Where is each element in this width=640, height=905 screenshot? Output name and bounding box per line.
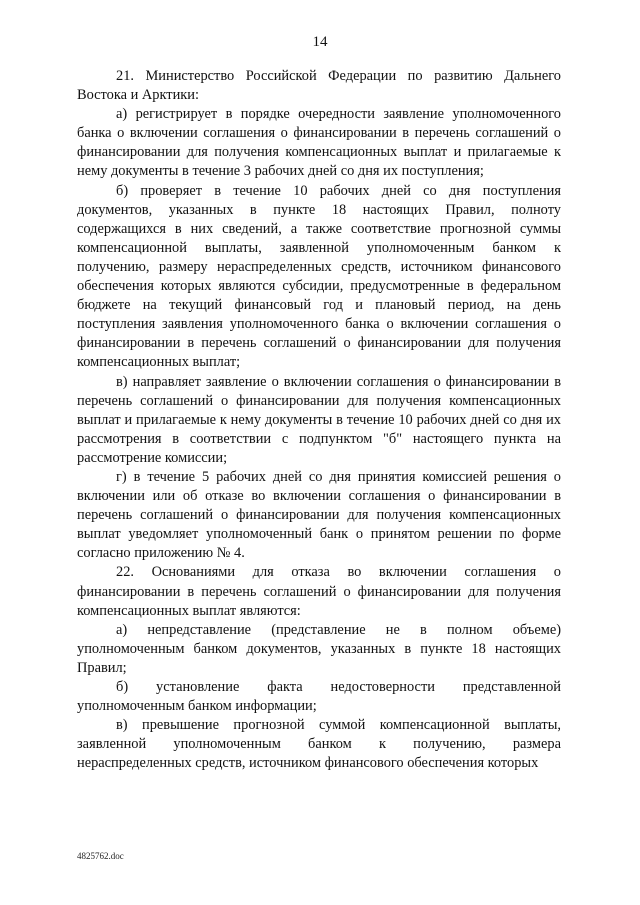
paragraph-21-v: в) направляет заявление о включении соглашения о финансировании в перечень соглашений о финансировании для получения компенсационных выплат и прилагаемые к нему документы в течение 10 рабочих дней со дня их рассмотрения в соответствии с подпунктом "б" настоящего пункта на рассмотрение комиссии; xyxy=(77,373,561,466)
document-body xyxy=(77,67,561,773)
paragraph-22-b: б) установление факта недостоверности представленной уполномоченным банком информации; xyxy=(77,679,561,715)
paragraph-21-g: г) в течение 5 рабочих дней со дня принятия комиссией решения о включении или об отказе во включении соглашения о финансировании в перечень соглашений о финансировании для получения компенсационных выплат уведомляет уполномоченный банк о принятом решении по форме согласно приложению № 4. xyxy=(77,468,561,562)
paragraph-22-a: а) непредставление (представление не в полном объеме) уполномоченным банком документов, указанных в пункте 18 настоящих Правил; xyxy=(77,621,561,676)
document-file-code: 4825762.doc xyxy=(77,851,124,861)
paragraph-21-heading: 21. Министерство Российской Федерации по развитию Дальнего Востока и Арктики: xyxy=(77,68,561,104)
paragraph-21-a: а) регистрирует в порядке очередности заявление уполномоченного банка о включении соглашения о финансировании в перечень соглашений о финансировании для получения компенсационных выплат и прилагаемые к нему документы в течение 3 рабочих дней со дня их поступления; xyxy=(77,106,561,180)
page-number: 14 xyxy=(312,34,328,50)
paragraph-22-v: в) превышение прогнозной суммой компенсационной выплаты, заявленной уполномоченным банком к получению, размера нераспределенных средств, источником финансового обеспечения которых xyxy=(77,717,561,772)
paragraph-22-heading: 22. Основаниями для отказа во включении соглашения о финансировании в перечень соглашений о финансировании для получения компенсационных выплат являются: xyxy=(77,564,561,619)
paragraph-21-b: б) проверяет в течение 10 рабочих дней со дня поступления документов, указанных в пункте 18 настоящих Правил, полноту содержащихся в них сведений, а также соответствие прогнозной суммы компенсационной выплаты, заявленной уполномоченным банком к получению, размеру нераспределенных средств, источником финансового обеспечения которых являются субсидии, предусмотренные в федеральном бюджете на текущий финансовый год и плановый период, на день поступления заявления уполномоченного банка о включении соглашения о финансировании в перечень соглашений о финансировании для получения компенсационных выплат; xyxy=(77,182,561,371)
